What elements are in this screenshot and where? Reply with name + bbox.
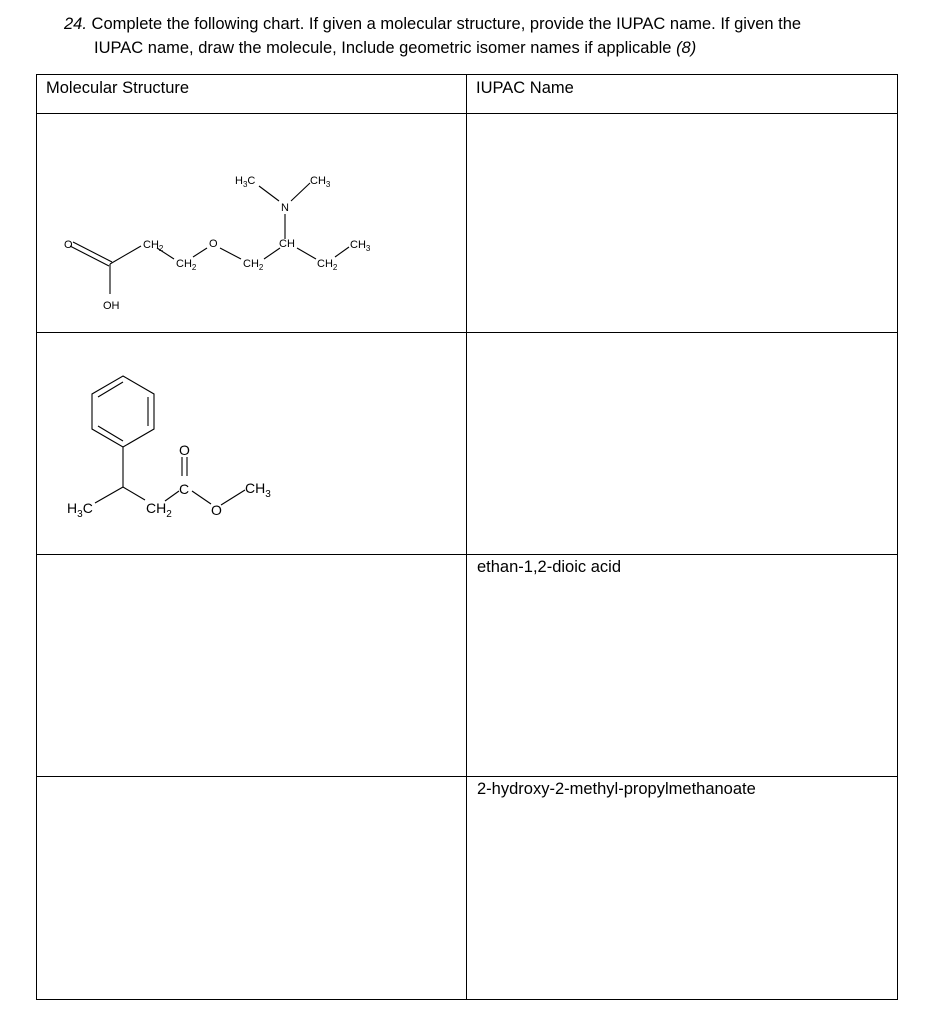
structure-cell-3 [37,555,467,777]
iupac-cell-4 [467,777,898,1000]
bond-c-o-ester [192,491,211,504]
bond-o-ch3 [221,490,245,505]
header-molecular-structure: Molecular Structure [37,75,467,114]
label-ch2-d: $CH_2$ [317,258,338,272]
iupac-cell-2 [467,333,898,555]
bond-ch-ch2 [123,487,145,500]
label-ch2-b: $CH_2$ [176,258,197,272]
label-ch: CH [279,238,295,250]
iupac-name-4: 2-hydroxy-2-methyl-propylmethanoate [477,780,756,798]
iupac-cell-3 [467,555,898,777]
label-h3c-n: $H_3C$ [235,175,256,189]
bond-ch2c-ch [264,248,280,259]
question-line-2 [64,36,914,60]
iupac-name-3: ethan-1,2-dioic acid [477,558,622,576]
bond-ch2-c [165,491,179,501]
question-line-1 [64,12,914,36]
structure-cell-2 [37,333,467,555]
ring-double-bond-1 [98,382,123,397]
header-iupac-name: IUPAC Name [467,75,898,114]
label-oh: OH [103,300,120,312]
question-number: 24. [64,15,87,33]
label-ch3-end: $CH_3$ [350,239,371,253]
bond-c-o-double-1 [70,246,109,266]
bond-ch2b-o [193,248,207,257]
question-points: (8) [676,39,697,57]
structure-cell-4 [37,777,467,1000]
molecule-2-structure [37,333,467,554]
question-text [64,12,914,60]
structure-cell-1 [37,114,467,333]
label-ch2: $CH_2$ [146,500,172,520]
bond-n-ch3a [259,186,279,201]
chart-row-2 [37,333,898,555]
bond-ch-ch2d [297,248,316,259]
bond-ch-h3c [95,487,123,503]
ring-double-bond-3 [98,426,123,441]
label-o-carbonyl: O [179,442,190,458]
chart-row-4 [37,777,898,1000]
chart-row-1 [37,114,898,333]
iupac-name-1 [467,114,897,117]
chart-row-3 [37,555,898,777]
label-n: N [281,202,289,214]
molecule-1-structure [37,114,467,332]
question-instruction-1: Complete the following chart. If given a molecular structure, provide the IUPAC name. If given the [91,15,802,33]
iupac-cell-1 [467,114,898,333]
label-o-carbonyl: O [64,239,73,251]
label-h3c: $H_3C$ [67,500,93,520]
bond-o-ch2c [220,248,241,259]
bond-c-o-double-2 [73,242,112,262]
benzene-ring [92,376,154,447]
bond-c-ch2a [110,246,141,264]
label-ch3-n: $CH_3$ [310,175,331,189]
answer-chart [36,74,898,1000]
chart-header-row [37,75,898,114]
label-o-ester: O [211,502,222,518]
bond-ch2d-ch3 [335,247,349,257]
bond-n-ch3b [291,183,310,201]
label-ch3: $CH_3$ [245,480,271,500]
question-instruction-2: IUPAC name, draw the molecule, Include geometric isomer names if applicable [94,39,672,57]
label-ch2-c: $CH_2$ [243,258,264,272]
iupac-name-2 [467,333,897,336]
label-o-ether: O [209,238,218,250]
label-ch2-a: $CH_2$ [143,239,164,253]
label-c-carbonyl: C [179,481,190,497]
